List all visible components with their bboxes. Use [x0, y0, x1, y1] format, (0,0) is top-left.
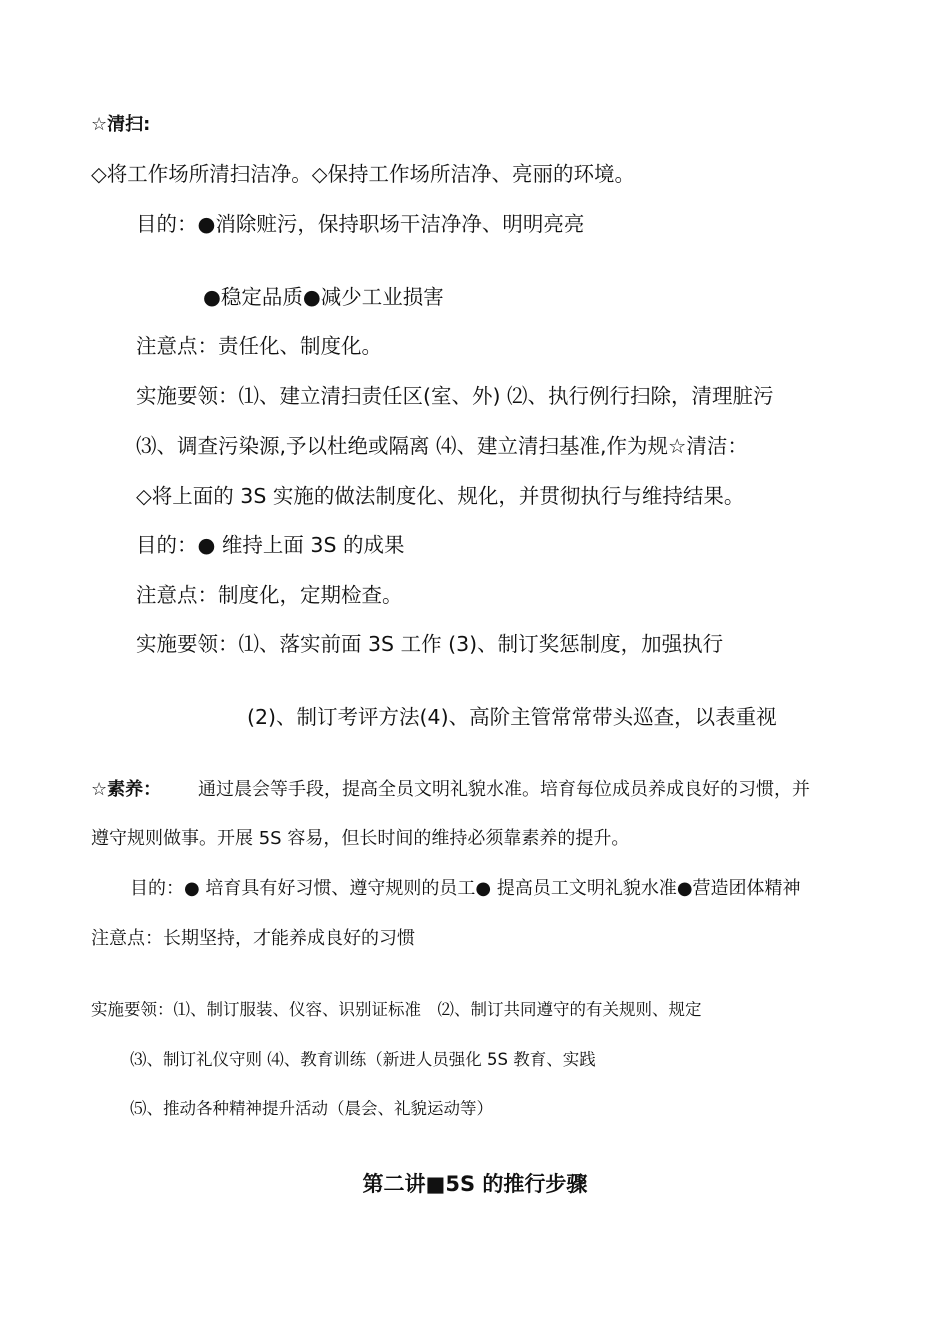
section-discipline-impl-line-2: ⑶、制订礼仪守则 ⑷、教育训练（新进人员强化 5S 教育、实践 — [130, 1050, 596, 1069]
section-clean-purpose-continued: ●稳定品质●减少工业损害 — [203, 285, 444, 309]
section-clean-purpose: 目的：●消除赃污，保持职场干洁净净、明明亮亮 — [136, 212, 585, 236]
section-cleanliness-intro: ◇将上面的 3S 实施的做法制度化、规化，并贯彻执行与维持结果。 — [136, 484, 745, 508]
section-cleanliness-impl-line-2: (2)、制订考评方法(4)、高阶主管常常带头巡查，以表重视 — [247, 705, 777, 729]
section-discipline-impl-line-3: ⑸、推动各种精神提升活动（晨会、礼貌运动等） — [130, 1099, 493, 1118]
section-discipline-notes: 注意点：长期坚持，才能养成良好的习惯 — [91, 928, 415, 949]
section-discipline-title: ☆素养： — [91, 779, 162, 800]
section-discipline-impl-line-1: 实施要领：⑴、制订服装、仪容、识别证标准 ⑵、制订共同遵守的有关规则、规定 — [91, 1000, 702, 1019]
section-clean-title: ☆清扫: — [91, 114, 151, 135]
chapter-heading: 第二讲■5S 的推行步骤 — [362, 1172, 588, 1196]
section-discipline-purpose: 目的：● 培育具有好习惯、遵守规则的员工● 提高员工文明礼貌水准●营造团体精神 — [130, 878, 801, 899]
section-clean-notes: 注意点：责任化、制度化。 — [136, 334, 382, 358]
section-cleanliness-notes: 注意点：制度化，定期检查。 — [136, 583, 403, 607]
section-clean-impl-line-2: ⑶、调查污染源,予以杜绝或隔离 ⑷、建立清扫基准,作为规☆清洁： — [136, 434, 748, 458]
section-discipline-intro-line-1: 通过晨会等手段，提高全员文明礼貌水准。培育每位成员养成良好的习惯，并 — [198, 779, 810, 800]
section-cleanliness-impl-line-1: 实施要领：⑴、落实前面 3S 工作 (3)、制订奖惩制度，加强执行 — [136, 632, 724, 656]
section-discipline-intro-line-2: 遵守规则做事。开展 5S 容易，但长时间的维持必须靠素养的提升。 — [91, 828, 630, 849]
section-clean-intro: ◇将工作场所清扫洁净。◇保持工作场所洁净、亮丽的环境。 — [91, 162, 636, 186]
section-clean-impl-line-1: 实施要领：⑴、建立清扫责任区(室、外) ⑵、执行例行扫除，清理脏污 — [136, 384, 774, 408]
section-cleanliness-purpose: 目的：● 维持上面 3S 的成果 — [136, 533, 405, 557]
